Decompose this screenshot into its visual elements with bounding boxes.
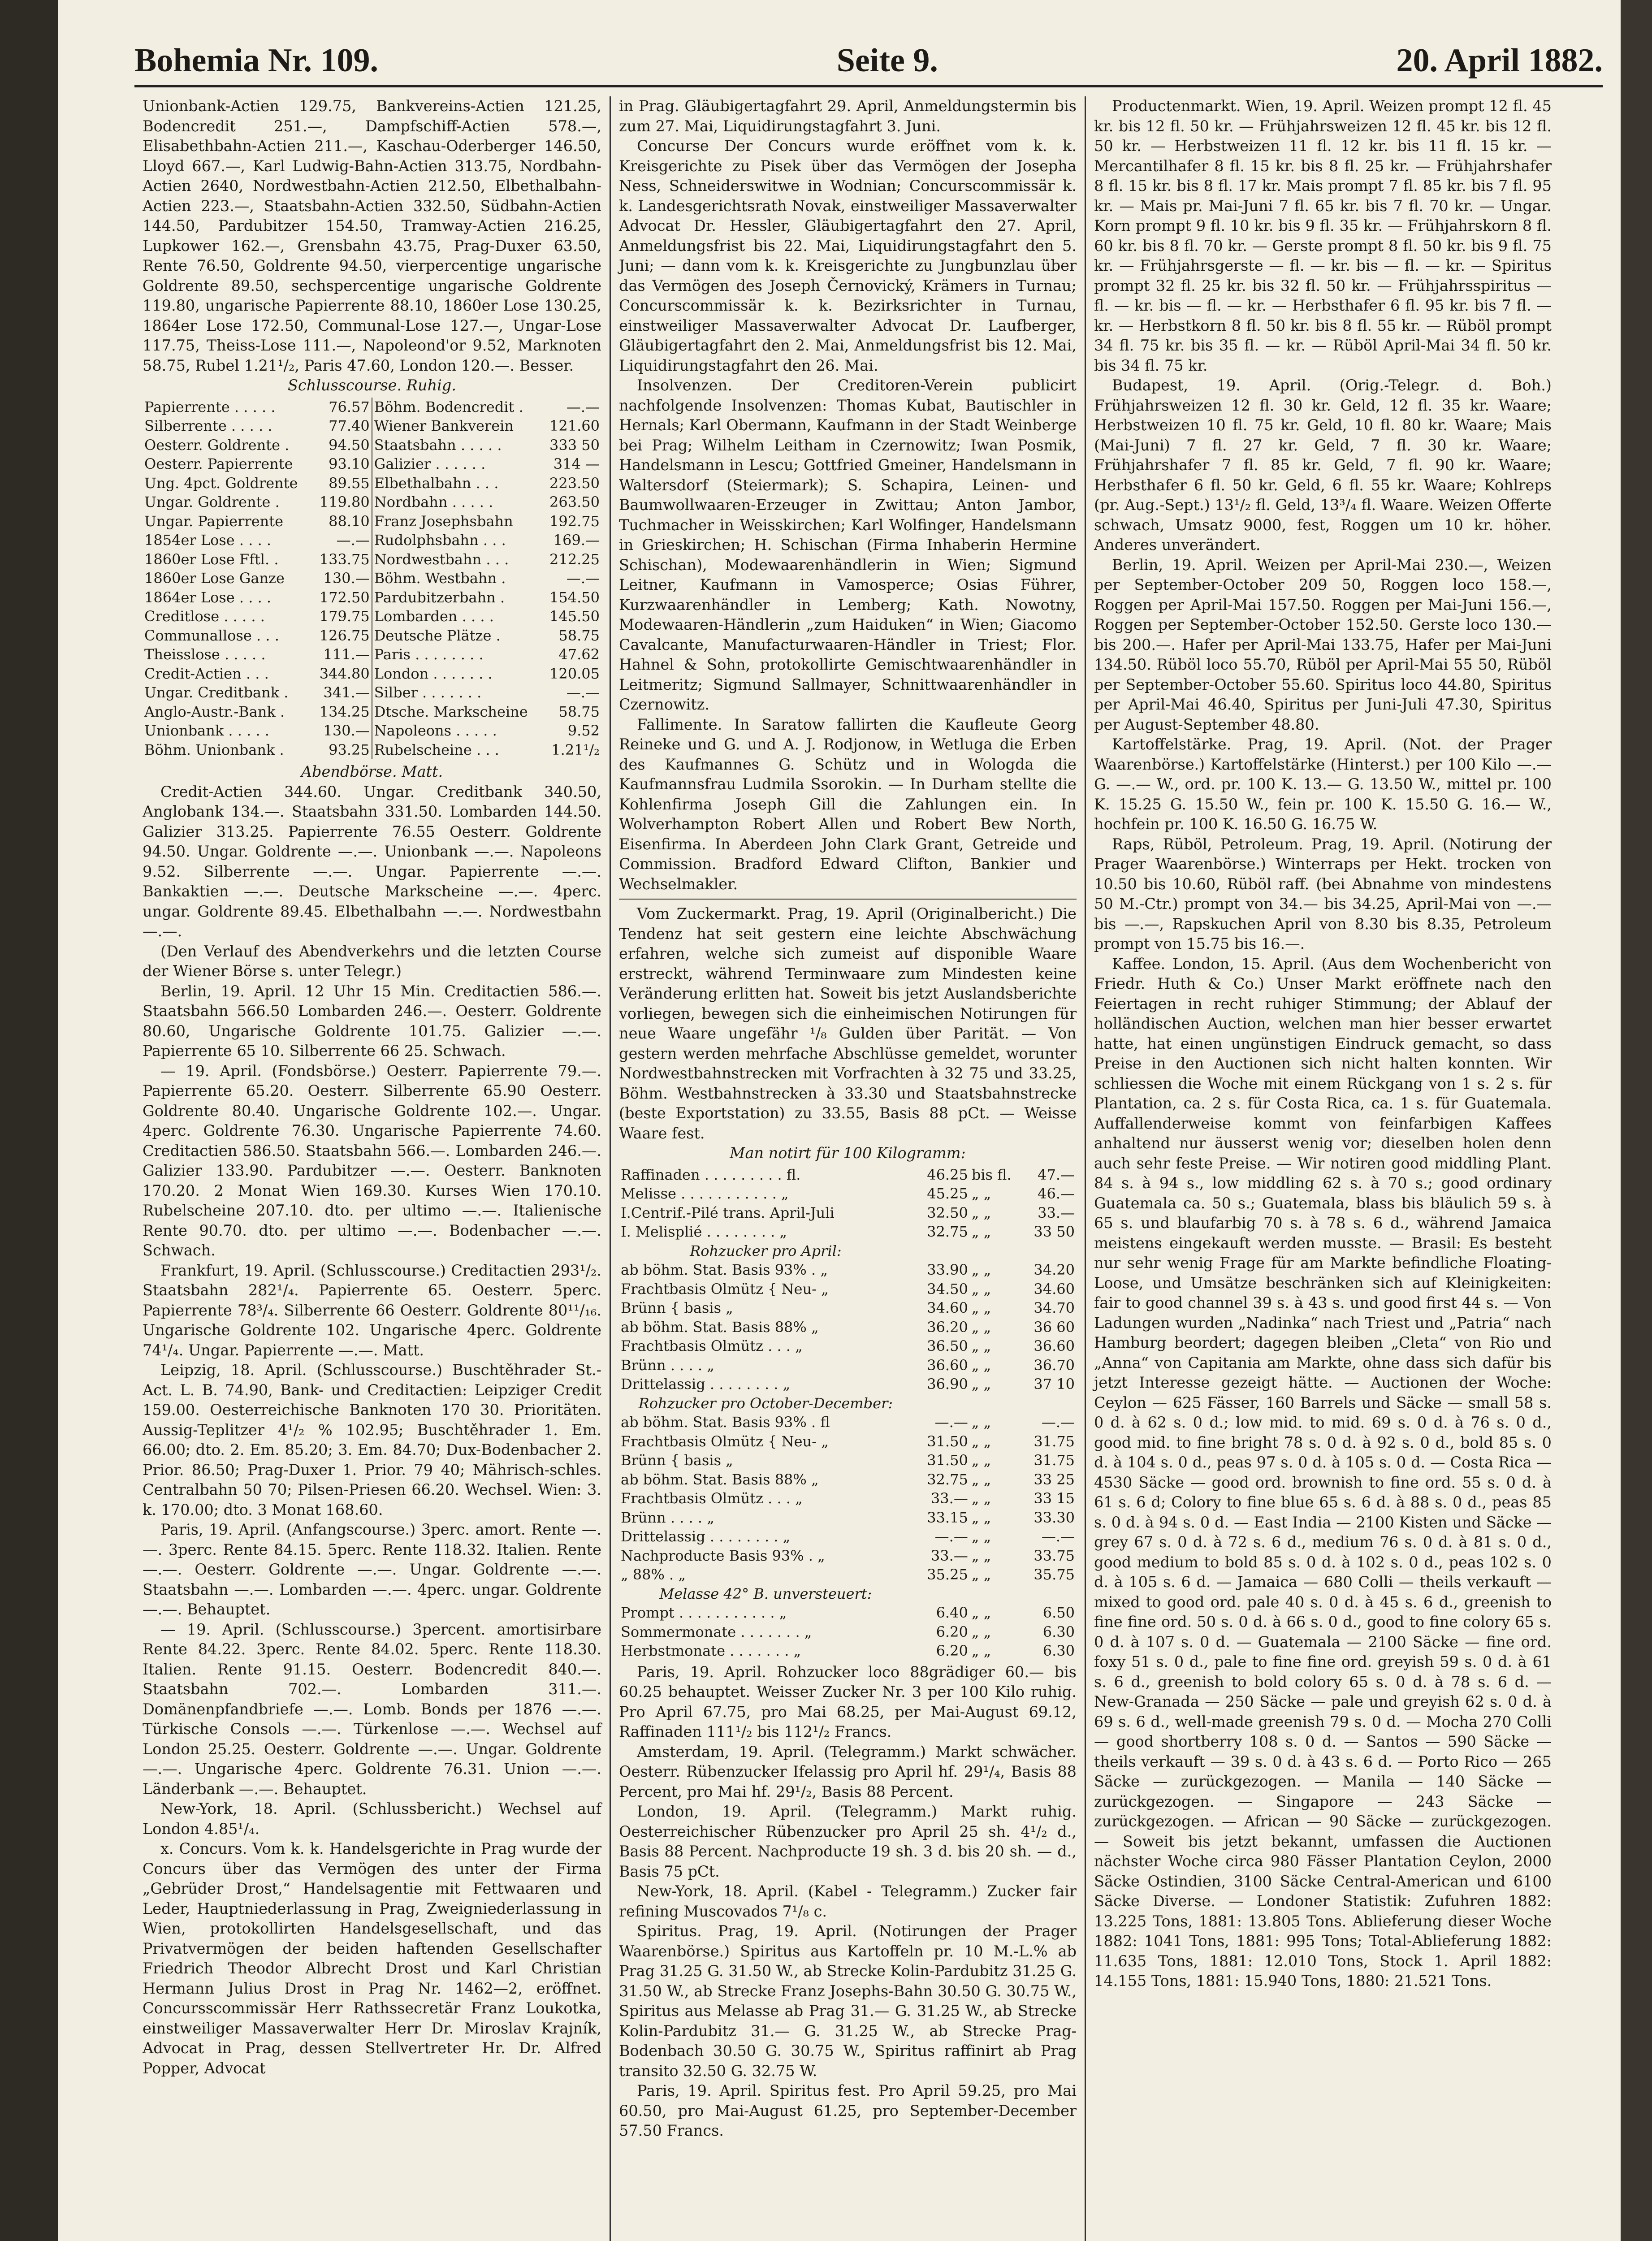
table-row [143,550,601,569]
quote-value: 1.21¹/₂ [551,741,600,758]
header-publication: Bohemia Nr. 109. [134,42,379,79]
paris-anfang-report: Paris, 19. April. (Anfangscourse.) 3perc. amort. Rente —.—. 3perc. Rente 84.15. 5perc. Rente 118.32. Italien. Rente —.—. Oesterr. Goldrente —.—. Ungar. Goldrente —.—. Staatsbahn —.—. Lombarden —.—. 4perc. ungar. Goldrente —.—. Behauptet. [143,1521,601,1618]
price-cell: „ „ [971,1356,991,1374]
table-row [143,493,601,512]
productenmarkt-report: Productenmarkt. Wien, 19. April. Weizen prompt 12 fl. 45 kr. bis 12 fl. 50 kr. — Frühjahrsweizen 12 fl. 45 kr. bis 12 fl. 50 kr. — Herbstweizen 11 fl. 12 kr. bis 11 fl. 15 kr. — Mercantilhafer 8 fl. 15 kr. bis 8 fl. 25 kr. — Frühjahrshafer 8 fl. 15 kr. bis 8 fl. 17 kr. Mais prompt 7 fl. 85 kr. bis 7 fl. 95 kr. — Mais pr. Mai-Juni 7 fl. 65 kr. bis 7 fl. 70 kr. — Ungar. Korn prompt 9 fl. 10 kr. bis 9 fl. 35 kr. — Frühjahrskorn 8 fl. 60 kr. bis 8 fl. 70 kr. — Gerste prompt 8 fl. 50 kr. bis 9 fl. 75 kr. — Frühjahrsgerste — fl. — kr. bis — fl. — kr. — Spiritus prompt 32 fl. 25 kr. bis 32 fl. 50 kr. — Frühjahrsspiritus — fl. — kr. bis — fl. — kr. — Herbsthafer 6 fl. 95 kr. bis 7 fl. — kr. — Herbstkorn 8 fl. 50 kr. bis 8 fl. 55 kr. — Rüböl prompt 34 fl. 75 kr. bis 35 fl. — kr. — Rüböl April-Mai 34 fl. 50 kr. bis 34 fl. 75 kr. [1094,97,1552,374]
quote-value: 344.80 [319,665,370,682]
table-row [619,1432,1077,1451]
price-cell: 35.25 [927,1566,968,1583]
table-row [143,588,601,607]
quote-label: 1860er Lose Fftl. . [144,550,279,568]
column-2 [610,96,1085,2241]
product-label: Frachtbasis Olmütz { Neu- „ [621,1432,829,1450]
price-cell: —.— [934,1414,968,1431]
header-date: 20. April 1882. [1396,42,1603,79]
quote-label: Böhm. Bodencredit . [372,398,543,417]
price-cell: „ „ [971,1223,991,1240]
product-label: ab böhm. Stat. Basis 88% „ [621,1318,819,1336]
table-row [619,1470,1077,1489]
quote-label: Rudolphsbahn . . . [372,531,543,550]
price-cell: 36.20 [927,1318,968,1336]
table-row [143,436,601,455]
table-row [143,683,601,702]
price-cell: 35.75 [1034,1566,1075,1583]
paris-zucker-report: Paris, 19. April. Rohzucker loco 88grädiger 60.— bis 60.25 behauptet. Weisser Zucker Nr. 3 per 100 Kilo ruhig. Pro April 67.75, pro Mai 68.25, per Mai-August 69.12, Raffinaden 111¹/₂ bis 112¹/₂ Francs. [619,1663,1077,1740]
price-cell: „ „ [971,1337,991,1354]
quote-label: Ungar. Creditbank . [144,684,289,701]
price-cell: 33.30 [1034,1509,1075,1526]
price-cell: 46.— [1038,1185,1075,1202]
product-label: Brünn . . . . „ [621,1509,714,1526]
quote-value: 120.05 [549,665,600,682]
price-cell: 33.— [930,1490,968,1507]
price-cell: 32.75 [927,1223,968,1240]
product-label: Rohzucker pro April: [690,1242,842,1259]
product-label: I.Centrif.-Pilé trans. April-Juli [621,1204,835,1221]
quote-label: Dtsche. Markscheine [372,702,543,722]
price-cell: 36.90 [927,1376,968,1393]
price-cell: 34.60 [1034,1280,1075,1298]
quote-value: 58.75 [558,627,600,644]
price-cell: „ „ [971,1471,991,1488]
price-cell: 34.60 [927,1299,968,1316]
product-label: ab böhm. Stat. Basis 93% . „ [621,1261,828,1278]
table-row [619,1603,1077,1622]
table-row [619,1622,1077,1642]
table-row [619,1165,1077,1185]
quote-value: 133.75 [319,550,370,568]
quote-value: 130.— [323,570,370,587]
quote-value: 314 — [553,455,600,472]
quote-value: —.— [566,570,600,587]
table-row [619,1584,1077,1604]
table-row [619,1565,1077,1584]
quote-label: Elbethalbahn . . . [372,474,543,493]
price-cell: „ „ [971,1376,991,1393]
price-cell [1019,1242,1077,1261]
column-3 [1085,96,1560,2241]
table-row [619,1451,1077,1470]
price-cell [912,1584,970,1604]
quote-value: —.— [566,684,600,701]
price-cell: 36.50 [927,1337,968,1354]
quote-value: 76.57 [329,398,370,415]
zucker-table-title: Man notirt für 100 Kilogramm: [730,1144,966,1162]
quote-value: 212.25 [549,550,600,568]
price-cell: 6.20 [936,1623,968,1640]
quote-label: Pardubitzerbahn . [372,588,543,607]
quote-value: —.— [336,532,370,549]
quote-label: Galizier . . . . . . [372,454,543,474]
price-cell: 32.50 [927,1204,968,1221]
price-cell: „ „ [971,1642,991,1659]
column-1 [134,96,610,2241]
price-cell: 47.— [1038,1166,1075,1183]
quote-value: —.— [566,398,600,415]
spiritus-report: Spiritus. Prag, 19. April. (Notirungen der Prager Waarenbörse.) Spiritus aus Kartoffeln pr. 10 M.-L.% ab Prag 31.25 G. 31.50 W., ab Strecke Kolin-Pardubitz 31.25 G. 31.50 W., ab Strecke Franz Josephs-Bahn 30.50 G. 30.75 W., Spiritus aus Melasse ab Prag 31.— G. 31.25 W., ab Strecke Kolin-Pardubitz 31.— G. 31.25 W., ab Strecke Prag-Bodenbach 30.50 G. 30.75 W., Spiritus raffinirt ab Prag transito 32.50 G. 32.75 W. [619,1922,1077,2080]
berlin-report: Berlin, 19. April. 12 Uhr 15 Min. Creditactien 586.—. Staatsbahn 566.50 Lombarden 246.—. Oesterr. Goldrente 80.60, Ungarische Goldrente 101.75. Galizier —.—. Papierrente 65 10. Silberrente 66 25. Schwach. [143,982,601,1060]
quote-label: Paris . . . . . . . . [372,645,543,664]
quote-value: 134.25 [319,703,370,720]
quote-label: Creditlose . . . . . [144,608,265,625]
table-row [619,1394,1077,1413]
fallimente-paragraph: Fallimente. In Saratow fallirten die Kaufleute Georg Reineke und G. und A. J. Rodjonow, in Wetluga die Erben des Kaufmannes G. Schütz und in Wologda die Kaufmannsfrau Ludmila Ssorokin. — In Durham stellte die Kohlenfirma Joseph Gill die Zahlungen ein. In Wolverhampton Robert Allen und Robert Bew North, Eisenfirma. In Aberdeen John Clark Grant, Getreide und Commission. Bradford Edward Clifton, Bankier und Wechselmakler. [619,715,1077,893]
kaffee-report: Kaffee. London, 15. April. (Aus dem Wochenbericht von Friedr. Huth & Co.) Unser Markt eröffnete nach den Feiertagen in recht ruhiger Stimmung; der Ablauf der holländischen Auction, welchen man hier besser erwartet hatte, hat einen ungünstigen Eindruck gemacht, so dass Preise in den Auctionen sich nicht halten konnten. Wir schliessen die Woche mit einem Rückgang von 1 s. 2 s. für Plantation, ca. 2 s. für Costa Rica, ca. 1 s. für Guatemala. Auffallenderweise kommt von feinfarbigen Kaffees anhaltend nur äusserst wenig vor; dieselben holen denn auch sehr feste Preise. — Wir notiren good middling Plant. 84 s. à 94 s., low middling 62 s. à 70 s.; good ordinary Guatemala ca. 50 s.; Guatemala, blass bis bläulich 59 s. à 65 s. und blaufarbig 70 s. à 78 s. 6 d., während Jamaica meistens eingekauft werden musste. — Brasil: Es besteht nur sehr wenig Frage für am Markte befindliche Floating-Loose, und Umsätze beschränken sich auf Kleinigkeiten: fair to good channel 39 s. à 43 s. und good first 44 s. — Von Ladungen wurden „Nadinka“ nach Triest und „Patria“ nach Hamburg beordert; dagegen bleiben „Cleta“ von Rio und „Anna“ von Capitania am Markte, ohne dass sich dafür bis jetzt Interesse gezeigt hätte. — Auctionen der Woche: Ceylon — 625 Fässer, 160 Barrels und Säcke — small 58 s. 0 d. à 62 s. 0 d.; low mid. to mid. 69 s. 0 d. à 76 s. 0 d., good mid. to fine bright 78 s. 0 d. à 92 s. 0 d., bold 85 s. 0 d. à 104 s. 0 d., peas 97 s. 0 d. à 105 s. 0 d. — Costa Rica — 4530 Säcke — good ord. brownish to fine ord. 55 s. 0 d. à 61 s. 6 d; Colory to fine blue 65 s. 6 d. à 88 s. 0 d., peas 85 s. 0 d. à 94 s. 0 d. — East India — 2100 Kisten und Säcke — grey 67 s. 0 d. à 72 s. 6 d., medium 76 s. 0 d. à 81 s. 0 d., good medium to bold 85 s. 0 d. à 102 s. 0 d., peas 102 s. 0 d. à 105 s. 6 d. — Jamaica — 680 Colli — theils verkauft — mixed to good ord. pale 40 s. 0 d. à 45 s. 6 d., greenish to fine fine ord. 50 s. 0 d. à 66 s. 0 d., good to fine colory 65 s. 0 d. à 107 s. 0 d. — Guatemala — 2100 Säcke — fine ord. foxy 51 s. 0 d., pale to fine fine ord. greyish 59 s. 0 d. à 61 s. 6 d., greenish to bold colory 65 s. 0 d. à 78 s. 6 d. — New-Granada — 250 Säcke — pale und greyish 62 s. 0 d. à 69 s. 6 d., well-made greenish 79 s. 0 d. — Mocha 270 Colli — good shortberry 108 s. 0 d. — Santos — 590 Säcke — theils verkauft — 39 s. 0 d. à 43 s. 6 d. — Porto Rico — 265 Säcke — zurückgezogen. — Manila — 140 Säcke — zurückgezogen. — Singapore — 243 Säcke — zurückgezogen. — African — 90 Säcke — zurückgezogen. — Soweit bis jetzt bekannt, umfassen die Auctionen nächster Woche circa 980 Fässer Plantation Ceylon, 2000 Säcke Ostindien, 3100 Säcke Central-American und 6100 Säcke Diverse. — Londoner Statistik: Zufuhren 1882: 13.225 Tons, 1881: 13.805 Tons. Ablieferung dieser Woche 1882: 1041 Tons, 1881: 995 Tons; Total-Ablieferung 1882: 11.635 Tons, 1881: 12.010 Tons, Stock 1. April 1882: 14.155 Tons, 1881: 15.940 Tons, 1880: 21.521 Tons. [1094,955,1552,1990]
london-zucker-report: London, 19. April. (Telegramm.) Markt ruhig. Oesterreichischer Rübenzucker pro April 25 sh. 4¹/₂ d., Basis 88 Percent. Nachproducte 19 sh. 3 d. bis 20 sh. — d., Basis 75 pCt. [619,1803,1077,1880]
table-row [619,1508,1077,1527]
table-row [619,1641,1077,1661]
insolvenzen-paragraph: Insolvenzen. Der Creditoren-Verein publicirt nachfolgende Insolvenzen: Thomas Kubat, Bautischler in Hernals; Karl Obermann, Kaufmann in der Stadt Weinberge bei Prag; Wilhelm Leitham in Czernowitz; Iwan Posmik, Handelsmann in Lescu; Gottfried Gmeiner, Handelsmann in Waltersdorf (Steiermark); S. Schapira, Leinen- und Baumwollwaaren-Erzeuger in Zwittau; Anton Jambor, Tuchmacher in Weisskirchen; Karl Wolfinger, Handelsmann in Grieskirchen; H. Schischan (Firma Inhaberin Hermine Schischan), Modewaarenhändlerin in Wien; Sigmund Leitner, Kaufmann in Vamosperce; Osias Führer, Kurzwaarenhändler in Lemberg; Kath. Nowotny, Modewaaren-Händlerin „zum Haiduken“ in Wien; Giacomo Cavalcante, Manufacturwaaren-Händler in Triest; Flor. Hahnel & Sohn, protokollirte Gemischtwaarenhändler in Leitmeritz; Sigmund Sallmayer, Schnittwaarenhändler in Czernowitz. [619,376,1077,713]
table-row [143,702,601,722]
quote-value: 89.55 [329,474,370,492]
quote-value: 58.75 [558,703,600,720]
quote-value: 341.— [323,684,370,701]
product-label: Frachtbasis Olmütz . . . „ [621,1490,803,1507]
table-row [619,1337,1077,1356]
price-cell: 36.70 [1034,1356,1075,1374]
quote-label: Silberrente . . . . . [144,417,272,434]
product-label: Melasse 42° B. unversteuert: [659,1585,872,1602]
quote-value: 88.10 [329,512,370,530]
table-row [143,398,601,417]
price-cell: „ „ [971,1509,991,1526]
abendboerse-paragraph: Credit-Actien 344.60. Ungar. Creditbank 340.50, Anglobank 134.—. Staatsbahn 331.50. Lombarden 144.50. Galizier 313.25. Papierrente 76.55 Oesterr. Goldrente 94.50. Ungar. Goldrente —.—. Unionbank —.—. Napoleons 9.52. Silberrente —.—. Ungar. Papierrente —.—. Bankaktien —.—. Deutsche Markscheine —.—. 4perc. ungar. Goldrente 89.45. Elbethalbahn —.—. Nordwestbahn —.—. [143,783,601,940]
quote-value: 145.50 [549,608,600,625]
table-row [619,1318,1077,1337]
price-cell: „ „ [971,1623,991,1640]
price-cell: „ „ [971,1185,991,1202]
price-cell: 31.50 [927,1452,968,1469]
price-cell: „ „ [971,1547,991,1564]
product-label: Sommermonate . . . . . . . „ [621,1623,812,1640]
product-label: Nachproducte Basis 93% . „ [621,1547,825,1564]
product-label: Prompt . . . . . . . . . . . „ [621,1604,787,1621]
quote-value: 169.— [553,532,600,549]
quote-value: 130.— [323,722,370,739]
berlin-fondsboerse-report: — 19. April. (Fondsbörse.) Oesterr. Papierrente 79.—. Papierrente 65.20. Oesterr. Silberrente 65.90 Oesterr. Goldrente 80.40. Ungarische Goldrente 102.—. Ungar. 4perc. Goldrente 76.30. Ungarische Papierrente 74.60. Creditactien 586.50. Staatsbahn 566.—. Lombarden 246.—. Galizier 133.90. Pardubitzer —.—. Oesterr. Banknoten 170.20. 2 Monat Wien 169.30. Kurses Wien 170.10. Rubelscheine 207.10. dto. per ultimo —.—. Italienische Rente 90.70. dto. per ultimo —.—. Bodenbacher —.—. Schwach. [143,1062,601,1259]
quote-value: 93.25 [329,741,370,758]
price-cell: —.— [1041,1528,1075,1545]
product-label: I. Melisplié . . . . . . . . „ [621,1223,787,1240]
table-row [143,645,601,664]
raps-petroleum-report: Raps, Rüböl, Petroleum. Prag, 19. April. (Notirung der Prager Waarenbörse.) Winterraps per Hekt. trocken von 10.50 bis 10.60, Rüböl raff. (bei Abnahme von mindestens 50 M.-Ctr.) prompt von 34.— bis 34.25, April-Mai von —.— bis —.—, Rapskuchen April von 8.30 bis 8.35, Petroleum prompt von 15.75 bis 16.—. [1094,835,1552,952]
quote-label: Nordbahn . . . . . [372,493,543,512]
price-cell: —.— [1041,1414,1075,1431]
quote-value: 93.10 [329,455,370,472]
product-label: Herbstmonate . . . . . . . „ [621,1642,801,1659]
product-label: Rohzucker pro October-December: [638,1394,893,1412]
quote-label: Unionbank . . . . . [144,722,269,739]
price-cell: 6.20 [936,1642,968,1659]
price-cell: 33.— [1038,1204,1075,1221]
quote-label: Wiener Bankverein [372,416,543,436]
table-row [143,474,601,493]
price-cell: „ „ [971,1566,991,1583]
newspaper-page [72,0,1621,2241]
concurse-paragraph: Concurse Der Concurs wurde eröffnet vom k. k. Kreisgerichte zu Pisek über das Vermögen der Josepha Ness, Schneiderswitwe in Wodnian; Concurscommissär k. k. Landesgerichtsrath Novak, einstweiliger Massaverwalter Advocat Dr. Hessler, Gläubigertagfahrt den 27. April, Anmeldungsfrist bis 22. Mai, Liquidirungstagfahrt den 5. Juni; — dann vom k. k. Kreisgerichte zu Jungbunzlau über das Vermögen des Joseph Černovický, Krämers in Turnau; Concurscommissär k. k. Bezirksrichter in Turnau, einstweiliger Massaverwalter Advocat Dr. Laufberger, Gläubigertagfahrt den 2. Mai, Anmeldungsfrist bis 12. Mai, Liquidirungstagfahrt den 26. Mai. [619,137,1077,374]
zuckermarkt-report: Vom Zuckermarkt. Prag, 19. April (Originalbericht.) Die Tendenz hat seit gestern eine leichte Abschwächung erfahren, welche sich zumeist auf disponible Waare erstreckt, während Terminwaare zum Mindesten keine Veränderung erlitten hat. Soweit bis jetzt Auslandsberichte vorliegen, bewegen sich die einheimischen Notirungen für neue Waare ungefähr ¹/₈ Gulden über Parität. — Von gestern werden mehrfache Abschlüsse gemeldet, worunter Nordwestbahnstrecken mit Vorfrachten à 32 75 und 33.25, Böhm. Westbahnstrecken à 33.30 und Staatsbahnstrecke (beste Exportstation) zu 33.55, Basis 88 pCt. — Weisse Waare fest. [619,905,1077,1142]
quote-label: Communallose . . . [144,627,279,644]
product-label: Drittelassig . . . . . . . . „ [621,1376,791,1393]
price-cell: „ „ [971,1452,991,1469]
table-row [143,512,601,531]
product-label: Melisse . . . . . . . . . . . „ [621,1185,789,1202]
table-row [619,1546,1077,1566]
price-cell [912,1394,970,1413]
concurs-notice: x. Concurs. Vom k. k. Handelsgerichte in Prag wurde der Concurs über das Vermögen des unter der Firma „Gebrüder Drost,“ Handelsagentie mit Fettwaaren und Leder, Hauptniederlassung in Prag, Zweigniederlassung in Wien, protokollirten Handelsgesellschaft, und das Privatvermögen der beiden haftenden Gesellschafter Friedrich Theodor Albrecht Drost und Karl Christian Hermann Julius Drost in Prag Nr. 1462—2, eröffnet. Concursscommissär Herr Rathssecretär Franz Loukotka, einstweiliger Massaverwalter Herr Dr. Miroslav Krajník, Advocat in Prag, dessen Stellvertreter Hr. Dr. Alfred Popper, Advocat [143,1840,601,2077]
scan-right-border [1621,0,1652,2241]
price-cell: 34.50 [927,1280,968,1298]
quote-value: 119.80 [319,493,370,510]
quote-value: 9.52 [567,722,600,739]
quote-label: Böhm. Westbahn . [372,569,543,588]
section-divider [619,899,1077,900]
quote-label: Napoleons . . . . . [372,721,543,740]
budapest-report: Budapest, 19. April. (Orig.-Telegr. d. Boh.) Frühjahrsweizen 12 fl. 30 kr. Geld, 12 fl. 35 kr. Waare; Herbstweizen 10 fl. 75 kr. Geld, 10 fl. 80 kr. Waare; Mais (Mai-Juni) 7 fl. 27 kr. Geld, 7 fl. 30 kr. Waare; Frühjahrshafer 7 fl. 85 kr. Geld, 7 fl. 90 kr. Waare; Herbsthafer 6 fl. 50 kr. Geld, 6 fl. 55 kr. Waare; Kohlreps (pr. Aug.-Sept.) 13¹/₂ fl. Geld, 13³/₄ fl. Waare. Weizen Offerte schwach, Umsatz 9000, fest, Roggen um 10 kr. höher. Anderes unverändert. [1094,376,1552,554]
paris-spiritus-report: Paris, 19. April. Spiritus fest. Pro April 59.25, pro Mai 60.50, pro Mai-August 61.25, pro September-December 57.50 Francs. [619,2082,1077,2139]
table-row [619,1413,1077,1432]
product-label: „ 88% . „ [621,1566,686,1583]
quote-value: 263.50 [549,493,600,510]
price-cell: 6.30 [1042,1623,1075,1640]
newyork-report: New-York, 18. April. (Schlussbericht.) Wechsel auf London 4.85¹/₄. [143,1800,601,1838]
quote-value: 154.50 [549,588,600,606]
price-cell [1019,1584,1077,1604]
product-label: Raffinaden . . . . . . . . . fl. [621,1166,801,1183]
price-cell: 33 50 [1034,1223,1075,1240]
price-cell: „ „ [971,1261,991,1278]
table-row [143,721,601,740]
price-cell: „ „ [971,1414,991,1431]
quote-label: Oesterr. Papierrente [144,455,293,472]
quote-label: Credit-Actien . . . [144,665,269,682]
price-cell: 6.40 [936,1604,968,1621]
table-row [143,664,601,684]
product-label: Frachtbasis Olmütz . . . „ [621,1337,803,1354]
quote-label: Staatsbahn . . . . . [372,436,543,455]
newyork-zucker-report: New-York, 18. April. (Kabel - Telegramm.) Zucker fair refining Muscovados 7¹/₈ c. [619,1882,1077,1920]
table-row [143,531,601,550]
quote-value: 179.75 [319,608,370,625]
price-cell [970,1394,1019,1413]
quote-label: Ungar. Papierrente [144,512,284,530]
product-label: ab böhm. Stat. Basis 88% „ [621,1471,819,1488]
quote-label: Silber . . . . . . . [372,683,543,702]
price-cell [970,1584,1019,1604]
quote-value: 121.60 [549,417,600,434]
price-cell: 33.15 [927,1509,968,1526]
concurs-continued: in Prag. Gläubigertagfahrt 29. April, Anmeldungstermin bis zum 27. Mai, Liquidirungstagfahrt 3. Juni. [619,97,1077,135]
price-cell: „ „ [971,1432,991,1450]
quote-label: Ung. 4pct. Goldrente [144,474,298,492]
quote-label: Deutsche Plätze . [372,626,543,645]
price-cell: 33 15 [1034,1490,1075,1507]
paris-schluss-report: — 19. April. (Schlusscourse.) 3percent. amortisirbare Rente 84.22. 3perc. Rente 84.02. 5perc. Rente 118.30. Italien. Rente 91.15. Oesterr. Bodencredit 840.—. Staatsbahn 702.—. Lombarden 311.—. Domänenpfandbriefe —.—. Lomb. Bonds per 1876 —.—. Türkische Consols —.—. Türkenlose —.—. Wechsel auf London 25.25. Oesterr. Goldrente —.—. Ungar. Goldrente —.—. Ungarische 4perc. Goldrente 76.31. Union —.—. Länderbank —.—. Behauptet. [143,1620,601,1798]
scan-left-border [0,0,58,2241]
price-cell: bis fl. [971,1166,1012,1183]
table-row [619,1527,1077,1546]
table-row [143,740,601,760]
quote-value: 172.50 [319,588,370,606]
quote-label: Theisslose . . . . . [144,646,266,663]
table-row [143,569,601,588]
quote-label: Nordwestbahn . . . [372,550,543,569]
quote-label: Papierrente . . . . . [144,398,276,415]
quote-label: Oesterr. Goldrente . [144,436,290,454]
zucker-price-table [619,1165,1077,1661]
table-row [619,1375,1077,1394]
price-cell: 32.75 [927,1471,968,1488]
quote-value: 77.40 [329,417,370,434]
kartoffelstaerke-report: Kartoffelstärke. Prag, 19. April. (Not. der Prager Waarenbörse.) Kartoffelstärke (Hinterst.) per 100 Kilo —.— G. —.— W., ord. pr. 100 K. 13.— G. 13.50 W., mittel pr. 100 K. 15.25 G. 15.50 W., fein pr. 100 K. 15.50 G. 16.— W., hochfein pr. 100 K. 16.50 G. 16.75 W. [1094,735,1552,833]
price-cell: 31.75 [1034,1452,1075,1469]
product-label: Brünn { basis „ [621,1299,733,1316]
product-label: Brünn { basis „ [621,1452,733,1469]
quote-label: 1860er Lose Ganze [144,570,285,587]
page-header [134,36,1603,87]
price-cell: „ „ [971,1204,991,1221]
quote-label: Böhm. Unionbank . [144,741,284,758]
product-label: Drittelassig . . . . . . . . „ [621,1528,791,1545]
product-label: ab böhm. Stat. Basis 93% . fl [621,1414,830,1431]
columns [134,96,1603,2241]
quote-label: Anglo-Austr.-Bank . [144,703,285,720]
abendboerse-title: Abendbörse. Matt. [301,763,443,780]
amsterdam-report: Amsterdam, 19. April. (Telegramm.) Markt schwächer. Oesterr. Rübenzucker Ifelassig pro April hf. 29¹/₄, Basis 88 Percent, pro Mai hf. 29¹/₂, Basis 88 Percent. [619,1743,1077,1800]
table-row [619,1184,1077,1203]
wien-course-paragraph: Unionbank-Actien 129.75, Bankvereins-Actien 121.25, Bodencredit 251.—, Dampfschiff-Actien 578.—, Elisabethbahn-Actien 211.—, Kaschau-Oderberger 146.50, Lloyd 667.—, Karl Ludwig-Bahn-Actien 313.75, Nordbahn-Actien 2640, Nordwestbahn-Actien 212.50, Elbethalbahn-Actien 223.—, Staatsbahn-Actien 332.50, Südbahn-Actien 144.50, Pardubitzer 154.50, Tramway-Actien 216.25, Lupkower 162.—, Grensbahn 43.75, Prag-Duxer 63.50, Rente 76.50, Goldrente 94.50, vierpercentige ungarische Goldrente 89.50, sechspercentige ungarische Goldrente 119.80, ungarische Papierrente 88.10, 1860er Lose 130.25, 1864er Lose 172.50, Communal-Lose 127.—, Ungar-Lose 117.75, Theiss-Lose 111.—, Napoleond'or 9.52, Marknoten 58.75, Rubel 1.21¹/₂, Paris 47.60, London 120.—. Besser. [143,97,601,374]
quote-value: 223.50 [549,474,600,492]
leipzig-report: Leipzig, 18. April. (Schlusscourse.) Buschtěhrader St.-Act. L. B. 74.90, Bank- und Creditactien: Leipziger Credit 159.00. Oesterreichische Banknoten 170 30. Prioritäten. Aussig-Teplitzer 4¹/₂ % 102.95; Buschtěhrader 1. Em. 66.00; dto. 2. Em. 85.20; 3. Em. 84.70; Dux-Bodenbacher 2. Prior. 86.50; Prag-Duxer 1. Prior. 79 40; Mährisch-schles. Centralbahn 50 70; Pilsen-Priesen 66.20. Wechsel. Wien: 3. k. 170.00; dto. 3 Monat 168.60. [143,1361,601,1519]
price-cell [1019,1394,1077,1413]
table-row [143,626,601,645]
price-cell: 36.60 [927,1356,968,1374]
table-row [619,1222,1077,1242]
price-cell: —.— [934,1528,968,1545]
table-row [619,1242,1077,1261]
quote-value: 333 50 [549,436,600,454]
table-row [619,1298,1077,1318]
price-cell: 36 60 [1034,1318,1075,1336]
price-cell: 33 25 [1034,1471,1075,1488]
quote-value: 111.— [323,646,370,663]
abendverkehr-note: (Den Verlauf des Abendverkehrs und die letzten Course der Wiener Börse s. unter Telegr.) [143,942,601,980]
quote-value: 94.50 [329,436,370,454]
price-cell: 34.20 [1034,1261,1075,1278]
price-cell: „ „ [971,1490,991,1507]
price-cell: 6.50 [1042,1604,1075,1621]
price-cell: 31.50 [927,1432,968,1450]
price-cell: 45.25 [927,1185,968,1202]
schlusscourse-table [143,398,601,760]
quote-value: 126.75 [319,627,370,644]
table-row [143,416,601,436]
price-cell: „ „ [971,1318,991,1336]
table-row [619,1489,1077,1508]
price-cell: 33.75 [1034,1547,1075,1564]
quote-label: Ungar. Goldrente . [144,493,280,510]
quote-label: Franz Josephsbahn [372,512,543,531]
table-row [619,1203,1077,1223]
product-label: Frachtbasis Olmütz { Neu- „ [621,1280,829,1298]
table-row [619,1260,1077,1280]
price-cell: „ „ [971,1280,991,1298]
price-cell: 36.60 [1034,1337,1075,1354]
frankfurt-report: Frankfurt, 19. April. (Schlusscourse.) Creditactien 293¹/₂. Staatsbahn 282¹/₄. Papierrente 65. Oesterr. 5perc. Papierrente 78³/₄. Silberrente 66 Oesterr. Goldrente 80¹¹/₁₆. Ungarische Goldrente 102. Ungarische 4perc. Goldrente 74¹/₄. Ungar. Papierrente —.—. Matt. [143,1261,601,1359]
price-cell: 37 10 [1034,1376,1075,1393]
header-page-number: Seite 9. [836,42,938,79]
quote-value: 192.75 [549,512,600,530]
product-label: Brünn . . . . „ [621,1356,714,1374]
quote-label: Rubelscheine . . . [372,740,543,760]
price-cell: 34.70 [1034,1299,1075,1316]
table-row [143,607,601,626]
schlusscourse-title: Schlusscourse. Ruhig. [288,376,456,394]
quote-label: London . . . . . . . [372,664,543,684]
price-cell: 33.90 [927,1261,968,1278]
price-cell: 33.— [930,1547,968,1564]
quote-label: 1854er Lose . . . . [144,532,272,549]
price-cell: 46.25 [927,1166,968,1183]
price-cell [970,1242,1019,1261]
price-cell: „ „ [971,1604,991,1621]
price-cell: „ „ [971,1528,991,1545]
table-row [619,1356,1077,1375]
price-cell: 31.75 [1034,1432,1075,1450]
table-row [143,454,601,474]
quote-value: 47.62 [558,646,600,663]
price-cell: „ „ [971,1299,991,1316]
price-cell [912,1242,970,1261]
table-row [619,1280,1077,1299]
berlin-getreide-report: Berlin, 19. April. Weizen per April-Mai 230.—, Weizen per September-October 209 50, Roggen loco 158.—, Roggen per April-Mai 157.50. Roggen per Mai-Juni 156.—, Roggen per September-October 152.50. Gerste loco 130.— bis 200.—. Hafer per April-Mai 133.75, Hafer per Mai-Juni 134.50. Rüböl loco 55.70, Rüböl per April-Mai 55 50, Rüböl per September-October 55.60. Spiritus loco 44.80, Spiritus per April-Mai 46.40, Spiritus per Juni-Juli 47.30, Spiritus per August-September 48.80. [1094,556,1552,733]
price-cell: 6.30 [1042,1642,1075,1659]
quote-label: Lombarden . . . . [372,607,543,626]
quote-label: 1864er Lose . . . . [144,588,272,606]
